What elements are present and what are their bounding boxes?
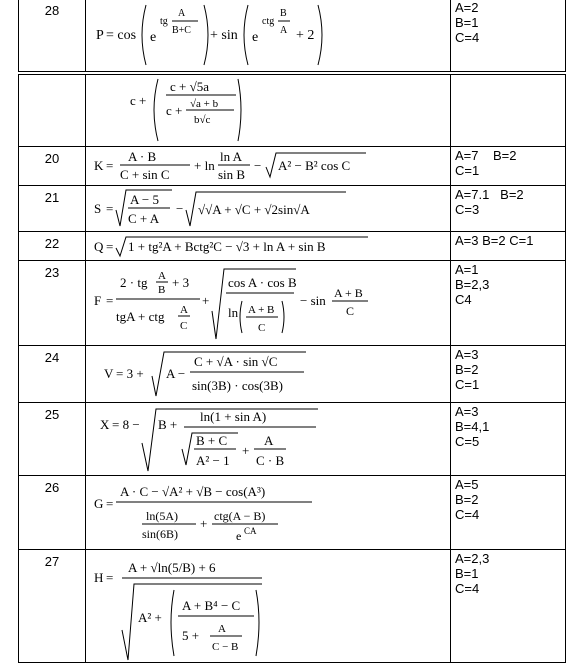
- svg-text:=: =: [106, 158, 114, 173]
- formula-lhs: F: [94, 293, 102, 308]
- svg-text:b√c: b√c: [194, 114, 211, 126]
- svg-text:tg: tg: [160, 16, 168, 27]
- condition-c: C=1: [455, 163, 480, 178]
- svg-text:C: C: [258, 322, 266, 334]
- formula-lhs: H: [94, 570, 104, 585]
- condition-c: C=4: [455, 30, 480, 45]
- svg-text:ln(5A): ln(5A): [146, 509, 178, 523]
- svg-text:+: +: [242, 443, 250, 458]
- svg-text:A² − B² cos C: A² − B² cos C: [278, 158, 351, 173]
- svg-text:+ ln: + ln: [194, 158, 215, 173]
- svg-text:A + B: A + B: [248, 304, 275, 316]
- table-top: [18, 0, 566, 72]
- svg-text:C + √A · sin √C: C + √A · sin √C: [194, 354, 278, 369]
- svg-text:ln(1 + sin A): ln(1 + sin A): [200, 409, 267, 424]
- table-row: [19, 476, 566, 550]
- svg-text:+: +: [200, 516, 208, 531]
- conditions-cell: [451, 346, 566, 403]
- formula-24: [86, 346, 450, 402]
- formula-cell: [86, 147, 451, 186]
- row-number: 24: [19, 346, 86, 403]
- table-row: [19, 147, 566, 186]
- svg-text:A: A: [264, 433, 274, 448]
- row-number: 22: [19, 232, 86, 261]
- svg-text:C: C: [346, 304, 355, 318]
- svg-text:C + A: C + A: [128, 211, 160, 226]
- row-number: 23: [19, 261, 86, 346]
- svg-text:A: A: [280, 25, 288, 36]
- conditions-cell: [451, 261, 566, 346]
- formula-lhs: X: [100, 417, 110, 432]
- conditions-cell: [451, 75, 566, 147]
- row-number: 25: [19, 403, 86, 476]
- formula-cell: [86, 550, 451, 663]
- formula-lhs: V: [104, 366, 114, 381]
- svg-text:c +: c +: [166, 103, 183, 118]
- condition-c: C=5: [455, 434, 480, 449]
- svg-text:A: A: [158, 270, 166, 282]
- table-row: [19, 550, 566, 663]
- svg-text:C − B: C − B: [212, 641, 239, 653]
- svg-text:B: B: [280, 8, 287, 19]
- svg-text:A: A: [218, 623, 226, 635]
- condition-b: B=2: [455, 362, 479, 377]
- svg-text:B +: B +: [158, 417, 178, 432]
- condition-c: C=4: [455, 581, 480, 596]
- condition-c: C4: [455, 292, 472, 307]
- row-number: 20: [19, 147, 86, 186]
- formula-cell: [86, 346, 451, 403]
- formula-20: [86, 147, 450, 185]
- condition-b: B=2,3: [455, 277, 490, 292]
- svg-text:ctg: ctg: [262, 16, 275, 27]
- svg-text:ctg(A − B): ctg(A − B): [214, 509, 266, 523]
- svg-text:c + √5a: c + √5a: [170, 79, 210, 94]
- svg-text:2 · tg: 2 · tg: [120, 275, 148, 290]
- svg-text:+ sin: + sin: [210, 28, 238, 43]
- condition-a: A=3: [455, 347, 479, 362]
- svg-text:A + B⁴ − C: A + B⁴ − C: [182, 598, 241, 613]
- svg-text:+ 2: + 2: [296, 28, 315, 43]
- condition-a: A=1: [455, 262, 479, 277]
- svg-text:= cos: = cos: [106, 28, 137, 43]
- table-row: [19, 346, 566, 403]
- condition-a: A=5: [455, 477, 479, 492]
- formula-23: [86, 261, 450, 345]
- svg-text:A + B: A + B: [334, 286, 363, 300]
- table-main: [18, 74, 566, 663]
- row-number: 28: [19, 0, 86, 72]
- svg-text:5 +: 5 +: [182, 628, 200, 643]
- svg-text:A + √ln(5/B) + 6: A + √ln(5/B) + 6: [128, 560, 216, 575]
- row-number: 26: [19, 476, 86, 550]
- svg-text:cos A · cos B: cos A · cos B: [228, 275, 297, 290]
- svg-text:A −: A −: [166, 366, 186, 381]
- table-row: [19, 75, 566, 147]
- formula-27: [86, 550, 450, 662]
- condition-ab: A=7.1 B=2: [455, 187, 524, 202]
- svg-text:=: =: [106, 293, 114, 308]
- svg-text:√a + b: √a + b: [190, 98, 219, 110]
- condition-c: C=1: [455, 377, 480, 392]
- svg-text:√√A + √C + √2sin√A: √√A + √C + √2sin√A: [198, 202, 310, 217]
- formula-cell: [86, 476, 451, 550]
- condition-c: C=3: [455, 202, 480, 217]
- svg-text:A: A: [178, 8, 186, 19]
- conditions-cell: [451, 0, 566, 72]
- svg-text:e: e: [236, 529, 242, 543]
- conditions-cell: [451, 550, 566, 663]
- formula-lhs: Q: [94, 239, 104, 254]
- conditions-cell: [451, 403, 566, 476]
- svg-text:c +: c +: [130, 93, 147, 108]
- formula-lhs: G: [94, 496, 104, 511]
- formula-cell: [86, 186, 451, 232]
- condition-b: B=1: [455, 566, 479, 581]
- svg-text:sin B: sin B: [218, 167, 246, 182]
- svg-text:tgA + ctg: tgA + ctg: [116, 309, 165, 324]
- condition-b: B=2: [455, 492, 479, 507]
- formula-cell: [86, 232, 451, 261]
- formula-lhs: S: [94, 201, 102, 216]
- svg-text:1 + tg²A + Bctg²C − √3 + ln A: 1 + tg²A + Bctg²C − √3 + ln A + sin B: [128, 239, 326, 254]
- conditions-cell: [451, 476, 566, 550]
- svg-text:A · B: A · B: [128, 149, 157, 164]
- svg-text:= 3 +: = 3 +: [116, 366, 144, 381]
- svg-text:B+C: B+C: [172, 25, 191, 36]
- formula-continuation: [86, 75, 450, 146]
- svg-text:A − 5: A − 5: [130, 192, 160, 207]
- svg-text:A² +: A² +: [138, 610, 162, 625]
- svg-text:A² − 1: A² − 1: [196, 453, 230, 468]
- svg-text:A: A: [180, 304, 188, 316]
- svg-text:+: +: [202, 293, 210, 308]
- row-number: [19, 75, 86, 147]
- conditions-cell: [451, 232, 566, 261]
- svg-text:=: =: [106, 496, 114, 511]
- svg-text:ln A: ln A: [220, 149, 243, 164]
- table-row: [19, 232, 566, 261]
- svg-text:−: −: [254, 158, 262, 173]
- formula-cell: [86, 403, 451, 476]
- formula-lhs: K: [94, 158, 104, 173]
- svg-text:sin(3B) · cos(3B): sin(3B) · cos(3B): [192, 378, 283, 393]
- svg-text:B + C: B + C: [196, 433, 228, 448]
- condition-b: B=1: [455, 15, 479, 30]
- svg-text:sin(6B): sin(6B): [142, 527, 178, 541]
- formula-25: [86, 403, 450, 475]
- svg-text:C + sin C: C + sin C: [120, 167, 170, 182]
- formula-lhs: P: [96, 28, 104, 43]
- formula-cell: [86, 0, 451, 72]
- svg-text:=: =: [106, 239, 114, 254]
- row-number: 27: [19, 550, 86, 663]
- svg-text:− sin: − sin: [300, 293, 326, 308]
- svg-text:e: e: [150, 30, 157, 45]
- svg-text:−: −: [176, 201, 184, 216]
- svg-text:=: =: [106, 570, 114, 585]
- formula-26: [86, 476, 450, 549]
- svg-text:B: B: [158, 284, 166, 296]
- svg-text:e: e: [252, 30, 259, 45]
- svg-text:CA: CA: [244, 526, 257, 536]
- formula-28: [86, 0, 450, 71]
- formula-21: [86, 186, 450, 231]
- svg-text:A · C − √A² + √B − cos(A³): A · C − √A² + √B − cos(A³): [120, 484, 266, 499]
- conditions-cell: [451, 147, 566, 186]
- condition-a: A=2,3: [455, 551, 490, 566]
- condition-a: A=3: [455, 404, 479, 419]
- svg-text:ln: ln: [228, 305, 239, 320]
- svg-text:+ 3: + 3: [172, 275, 190, 290]
- row-number: 21: [19, 186, 86, 232]
- formula-cell: [86, 75, 451, 147]
- condition-b: B=4,1: [455, 419, 490, 434]
- svg-text:C: C: [180, 320, 188, 332]
- table-row: [19, 186, 566, 232]
- table-row: [19, 261, 566, 346]
- formula-22: [86, 232, 450, 260]
- condition-a: A=2: [455, 0, 479, 15]
- svg-text:C · B: C · B: [256, 453, 285, 468]
- conditions-cell: [451, 186, 566, 232]
- svg-text:=: =: [106, 201, 114, 216]
- svg-text:= 8 −: = 8 −: [112, 417, 140, 432]
- condition-abc: A=3 B=2 C=1: [455, 233, 534, 248]
- table-row: [19, 0, 566, 72]
- condition-ab: A=7 B=2: [455, 148, 517, 163]
- formula-cell: [86, 261, 451, 346]
- condition-c: C=4: [455, 507, 480, 522]
- table-row: [19, 403, 566, 476]
